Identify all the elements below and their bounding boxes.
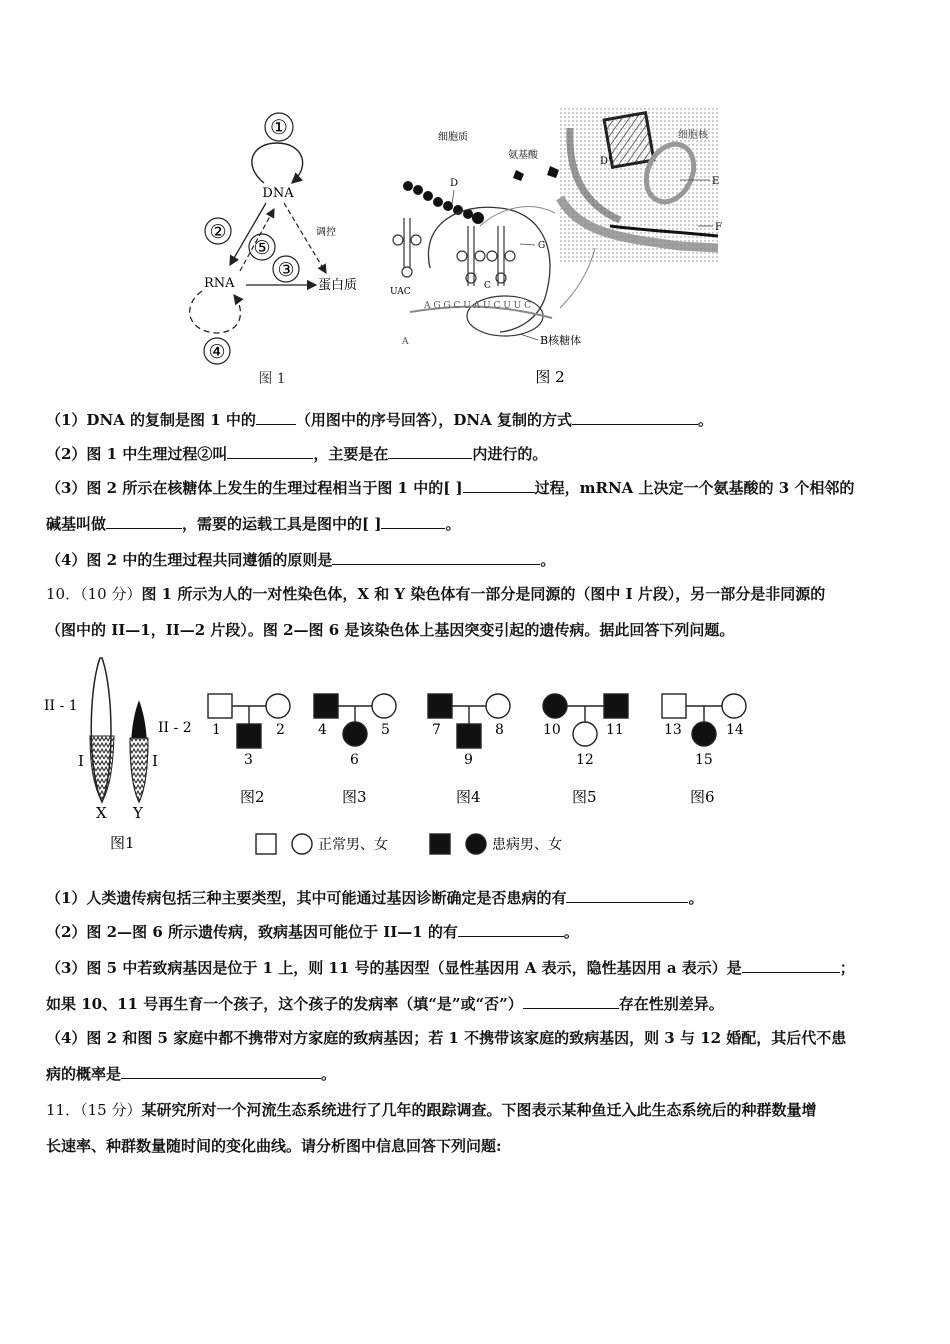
answer-blank[interactable] [463,478,535,493]
answer-blank[interactable] [121,1064,321,1079]
legend-normal-label: 正常男、女 [318,837,388,853]
svg-text:②: ② [209,221,227,243]
q10-line-5: （4）图 2 和图 5 家庭中都不携带对方家庭的致病基因；若 1 不携带该家庭的致病基因，则 3 与 12 婚配，其后代不患 [46,1029,847,1047]
person-9: 9 [464,752,473,768]
q11-line-2: 长速率、种群数量随时间的变化曲线。请分析图中信息回答下列问题: [46,1137,502,1155]
process-5-marker [249,234,275,260]
person-12: 12 [576,752,594,768]
fig1-chromosome-caption: 图1 [110,834,135,852]
caption-fig3: 图3 [342,788,367,806]
person-15: 15 [695,752,713,768]
label-ii-1: II - 1 [44,698,78,714]
fig2-caption: 图 2 [535,368,565,386]
label-y: Y [133,804,143,822]
svg-text:⑤: ⑤ [253,237,271,259]
label-x: X [96,804,107,822]
person-14: 14 [726,722,744,738]
answer-blank[interactable] [227,444,313,459]
pointer-arrow-2 [480,207,555,226]
pedigree-fig4 [428,694,510,748]
svg-text:③: ③ [277,259,295,281]
q9-line-3: （3）图 2 所示在核糖体上发生的生理过程相当于图 1 中的[ ] 过程，mRNA 上决定一个氨基酸的 3 个相邻的 [46,479,855,497]
answer-blank[interactable] [256,410,296,425]
answer-blank[interactable] [458,922,564,937]
protein-label: 蛋白质 [318,278,358,293]
process-1-marker [265,113,293,141]
person-7: 7 [432,722,441,738]
pedigree-fig3 [314,694,396,746]
legend-normal-symbols [256,834,312,854]
answer-blank[interactable] [523,994,619,1009]
trna-left [393,218,421,277]
figure-2-translation [380,108,725,393]
pedigree-fig5 [543,694,628,746]
person-1: 1 [212,722,221,738]
caption-fig6: 图6 [690,788,715,806]
answer-blank[interactable] [332,550,540,565]
q11-line-1: 11．（15 分）某研究所对一个河流生态系统进行了几年的跟踪调查。下图表示某种鱼迁入此生态系统后的种群数量增 [46,1101,817,1119]
person-11: 11 [606,722,624,738]
svg-text:④: ④ [208,341,226,363]
amino-acid-label: 氨基酸 [508,150,538,161]
caption-fig2: 图2 [240,788,265,806]
answer-blank[interactable] [106,514,182,529]
caption-fig4: 图4 [456,788,481,806]
process-4-marker [204,338,230,364]
pedigree-fig6 [662,694,746,746]
label-d: D [450,178,459,189]
person-5: 5 [381,722,390,738]
answer-blank[interactable] [566,888,688,903]
mrna-sequence: A G G C U A U C U U C [424,301,531,311]
dna-label: DNA [262,186,294,201]
q9-line-5: （4）图 2 中的生理过程共同遵循的原则是 。 [46,551,556,569]
label-a: A [402,337,409,347]
person-10: 10 [543,722,561,738]
amino-acid-bead [513,166,559,181]
label-d-prime: D' [600,156,611,167]
trna-middle [457,226,485,286]
person-3: 3 [244,752,253,768]
svg-text:①: ① [270,115,288,139]
trna-right [487,226,515,286]
fig1-caption: 图 1 [258,371,286,387]
polypeptide-chain [403,181,484,224]
person-6: 6 [350,752,359,768]
person-13: 13 [664,722,682,738]
label-c: C [484,281,491,291]
q10-line-6: 病的概率是 。 [46,1065,337,1083]
legend-affected-label: 患病男、女 [492,837,562,853]
ribosome-label: B核糖体 [540,334,582,347]
nucleus-label: 细胞核 [678,130,708,141]
pedigree-fig2 [208,694,290,748]
q10-line-4: 如果 10、11 号再生育一个孩子，这个孩子的发病率（填“是”或“否”） 存在性别差异。 [46,995,724,1013]
figure-sex-chromosomes-pedigrees [40,652,760,867]
label-f: F [715,222,722,233]
q9-line-4: 碱基叫做 ，需要的运载工具是图中的[ ] 。 [46,515,461,533]
person-8: 8 [495,722,504,738]
person-4: 4 [318,722,327,738]
label-ii-2: II - 2 [158,720,192,736]
person-2: 2 [276,722,285,738]
cytoplasm-label: 细胞质 [438,132,468,143]
segment-i-x: I [78,752,84,770]
uac-label: UAC [390,287,411,297]
q10-line-3: （3）图 5 中若致病基因是位于 1 上，则 11 号的基因型（显性基因用 A 表示，隐性基因用 a 表示）是 ； [46,959,855,977]
dna-hatched-box [604,113,654,168]
x-chromosome [90,658,114,802]
rna-label: RNA [204,276,235,291]
process-3-marker [273,256,299,282]
caption-fig5: 图5 [572,788,597,806]
q9-line-1: （1）DNA 的复制是图 1 中的 （用图中的序号回答），DNA 复制的方式 。 [46,411,714,429]
label-e: E [712,176,720,187]
regulate-label: 调控 [316,227,336,238]
q10-intro-1: 10．（10 分）图 1 所示为人的一对性染色体，X 和 Y 染色体有一部分是同源的（图中 I 片段），另一部分是非同源的 [46,585,826,603]
segment-i-y: I [152,752,158,770]
answer-blank[interactable] [381,514,445,529]
process-2-marker [205,218,231,244]
y-chromosome [130,702,148,802]
q10-intro-2: （图中的 II—1，II—2 片段）。图 2—图 6 是该染色体上基因突变引起的遗传病。据此回答下列问题。 [46,621,735,639]
answer-blank[interactable] [742,958,840,973]
answer-blank[interactable] [572,410,698,425]
rna-replication-loop [190,291,241,333]
label-g: G [538,241,546,251]
figure-1-central-dogma [180,105,360,395]
legend-affected-symbols [430,834,486,854]
replication-loop-arrow [252,143,303,183]
answer-blank[interactable] [388,444,472,459]
q9-line-2: （2）图 1 中生理过程②叫 ，主要是在 内进行的。 [46,445,548,463]
q10-line-1: （1）人类遗传病包括三种主要类型，其中可能通过基因诊断确定是否患病的有 。 [46,889,704,907]
q10-line-2: （2）图 2—图 6 所示遗传病，致病基因可能位于 II—1 的有 。 [46,923,579,941]
